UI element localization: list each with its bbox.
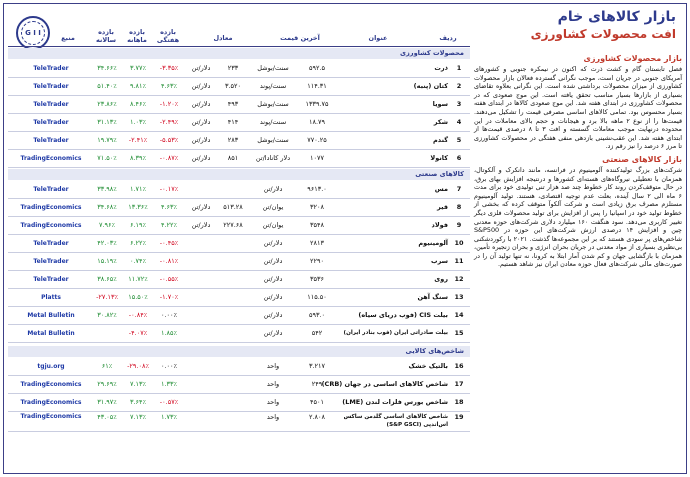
table-row <box>8 60 470 78</box>
cell-price: ۱۱۵.۵۰ <box>307 293 327 301</box>
cell-amount: ۲۲۷.۶۸ <box>223 221 243 229</box>
agri-heading: بازار محصولات کشاورزی <box>583 54 682 63</box>
cell-idx: 16 <box>454 362 464 370</box>
table-row <box>8 412 470 432</box>
cell-idx: 17 <box>454 380 464 388</box>
cell-price: ۱۰۷۷ <box>310 154 324 162</box>
cell-amount <box>218 289 248 306</box>
cell-monthly: ۷.۱۳٪ <box>129 413 147 421</box>
cell-amount <box>218 181 248 198</box>
cell-price: ۵۹۳.۰ <box>308 311 326 319</box>
cell-monthly: ۱.۰۳٪ <box>129 118 147 126</box>
cell-yearly: ۳۰.۸۲٪ <box>97 311 117 319</box>
cell-source[interactable]: TeleTrader <box>33 65 69 72</box>
cell-amount <box>218 235 248 252</box>
cell-yearly: ۷۱.۵۰٪ <box>97 154 117 162</box>
cell-cur <box>186 394 216 411</box>
cell-unit: دلار/تن <box>263 293 283 301</box>
cell-cur <box>186 307 216 324</box>
table-row <box>8 307 470 325</box>
cell-idx: 7 <box>456 185 462 193</box>
cell-yearly: ۳۳.۹۸٪ <box>97 185 117 193</box>
cell-idx: 6 <box>456 154 462 162</box>
cell-weekly: -۰.۸۱٪ <box>159 257 179 265</box>
cell-idx: 15 <box>454 329 464 337</box>
table-row <box>8 325 470 343</box>
cell-price: ۲.۸۰۸ <box>308 413 326 421</box>
cell-weekly: -۵.۵۳٪ <box>159 136 179 144</box>
cell-monthly: ۳.۷۷٪ <box>129 64 147 72</box>
cell-price: ۹۶۱۳.۰ <box>307 185 327 193</box>
cell-monthly: ۱۵.۵۰٪ <box>128 293 148 301</box>
cell-source[interactable]: TradingEconomics <box>20 413 82 420</box>
cell-weekly: -۲.۴۹٪ <box>159 118 179 126</box>
cell-cur <box>186 376 216 393</box>
cell-name: کتان (پنبه) <box>413 82 448 90</box>
table-row <box>8 358 470 376</box>
cell-monthly: -۰.۸۴٪ <box>128 311 148 319</box>
cell-name: قیر <box>437 203 448 211</box>
cell-source[interactable]: TradingEconomics <box>20 381 82 388</box>
cell-unit: سنت/پوند <box>259 82 287 90</box>
col-unit: معادل <box>213 34 233 42</box>
cell-monthly: ۸.۴۶٪ <box>129 100 147 108</box>
cell-amount: ۴۹۳ <box>227 100 239 108</box>
table-row <box>8 253 470 271</box>
cell-idx: 19 <box>454 413 464 421</box>
cell-unit: دلار/تن <box>263 257 283 265</box>
cell-yearly <box>92 325 122 342</box>
cell-amount <box>218 271 248 288</box>
cell-weekly: -۰.۵۷٪ <box>159 398 179 406</box>
cell-name: سرب <box>431 257 448 265</box>
cell-weekly: -۱.۷۰٪ <box>159 293 179 301</box>
cell-yearly: ۳۱.۱۳٪ <box>97 118 117 126</box>
cell-name: سنگ آهن <box>417 293 448 301</box>
cell-unit: واحد <box>266 362 280 370</box>
cell-cur: دلار/تن <box>191 136 211 144</box>
cell-source[interactable]: TeleTrader <box>33 119 69 126</box>
cell-yearly: ۶۱٪ <box>101 362 113 370</box>
cell-name: فولاد <box>431 221 448 229</box>
cell-price: ۳۵۴۸ <box>310 221 324 229</box>
cell-source[interactable]: TeleTrader <box>33 137 69 144</box>
cell-amount: ۳.۵۲۰ <box>224 82 242 90</box>
commodity-table <box>8 8 470 468</box>
cell-cur: دلار/تن <box>191 221 211 229</box>
industrial-paragraph: شرکت‌های بزرگ تولیدکننده آلومینیوم در فرانسه، مانند دانکرک و آلکوتال، همزمان با تعطیلی نیروگاه‌های هسته‌ای کشورها و درنتیجه افزایش بهای برق، در حال متوقف‌کردن روند کار خطوط چند صد هزار تنی تولیدی خود برای مدت ۶ ماه الی ۲ سال آینده، بعلت عدم توجیه اقتصادی، هستند. تولید آلومینیوم مستلزم مصرف برق زیادی است و شرکت آلکوآ متوقف کرده که بخشی از خطوط تولید خود در اسپانیا را پس از افزایش برای تولید محصولات فلزی دیگر تغییر کاربری می‌دهد. سود هنگفت ۱۶۰ میلیارد دلاری شرکت‌های حوزه معدنی چین و افزایش ۱۴ درصدی ارزش شرکت‌های این حوزه در S&P500 شاخص‌های پر سودی هستند که بر این مجموعه‌ها گذشت. ۲۰۲۱ با رکوردشکنی بی‌نظیری بسیاری از مواد معدنی در جریان بحران انرژی و بحران زنجیره تأمین، همزمان با بازگشایی جهان و کم شدن آمار ابتلا به کرونا، نه تنها تولید آن را در صورت‌های مالی شرکت‌های فعال حوزه معادن ایران نیز شاهد هستیم. <box>474 165 682 269</box>
cell-amount <box>218 376 248 393</box>
col-monthly: بازده ماهانه <box>127 28 147 44</box>
cell-amount <box>218 325 248 342</box>
cell-weekly: ۱.۳۳٪ <box>160 380 178 388</box>
cell-monthly: ۶.۱۹٪ <box>129 221 147 229</box>
cell-name: شاخص بورس فلزات لندن (LME) <box>342 398 448 406</box>
cell-weekly: -۰.۸۷٪ <box>159 154 179 162</box>
section-agri: محصولات کشاورزی <box>8 48 470 59</box>
cell-idx: 12 <box>454 275 464 283</box>
cell-amount <box>218 413 248 430</box>
cell-amount <box>218 253 248 270</box>
cell-unit: سنت/بوشل <box>257 100 289 108</box>
cell-unit: دلار/تن <box>263 275 283 283</box>
cell-name: کانولا <box>430 154 448 162</box>
cell-idx: 14 <box>454 311 464 319</box>
cell-price: ۳۲۰۸ <box>310 203 324 211</box>
cell-weekly: ۰.۰۰٪ <box>160 362 178 370</box>
col-yearly: بازده سالانه <box>95 28 117 44</box>
cell-idx: 5 <box>456 136 462 144</box>
cell-unit: واحد <box>266 398 280 406</box>
cell-idx: 3 <box>456 100 462 108</box>
cell-source[interactable]: TradingEconomics <box>20 204 82 211</box>
table-row <box>8 376 470 394</box>
table-row <box>8 78 470 96</box>
cell-unit: دلار کانادا/تن <box>255 154 291 162</box>
cell-name: گندم <box>433 136 448 144</box>
cell-cur <box>186 289 216 306</box>
cell-price: ۱۱۴.۳۱ <box>307 82 327 90</box>
cell-yearly: -۲۷.۱۳٪ <box>96 293 118 301</box>
cell-cur: دلار/تن <box>191 118 211 126</box>
cell-cur <box>186 181 216 198</box>
cell-source[interactable]: TradingEconomics <box>20 399 82 406</box>
cell-amount: ۵۱۳.۲۸ <box>223 203 243 211</box>
cell-price: ۳۵۳۶ <box>310 275 324 283</box>
cell-amount <box>218 307 248 324</box>
cell-yearly: ۵۱.۴۰٪ <box>97 82 117 90</box>
cell-cur: دلار/تن <box>191 100 211 108</box>
table-row <box>8 132 470 150</box>
cell-source[interactable]: TeleTrader <box>33 276 69 283</box>
cell-weekly: -۰.۴۵٪ <box>159 239 179 247</box>
cell-yearly: ۷.۹۶٪ <box>98 221 116 229</box>
table-row <box>8 96 470 114</box>
cell-source[interactable]: Metal Bulletin <box>27 330 75 337</box>
cell-unit: یوان/تن <box>262 203 284 211</box>
cell-weekly: -۰.۱۷٪ <box>159 185 179 193</box>
cell-idx: 1 <box>456 64 462 72</box>
cell-source[interactable]: TeleTrader <box>33 258 69 265</box>
cell-cur <box>186 253 216 270</box>
cell-source[interactable]: tgju.org <box>37 363 65 370</box>
cell-amount <box>218 358 248 375</box>
cell-cur <box>186 325 216 342</box>
cell-weekly: ۴.۶۳٪ <box>160 203 178 211</box>
cell-price: ۳.۲۱۷ <box>308 362 326 370</box>
cell-cur: دلار/تن <box>191 64 211 72</box>
cell-monthly: ۶.۲۲٪ <box>129 239 147 247</box>
cell-price: ۲۲۹۰ <box>310 257 324 265</box>
agri-paragraph: فصل تابستان گام و کشت ذرت که اکنون در نیمکره جنوبی و کشورهای آمریکای جنوبی در جریان است، موجب نگرانی گسترده فعالان بازار محصولات کشاورزی از میزان محصولات برداشتی شده است. این نگرانی بعلاوه تقاضای بسیاری از بازارها بسیار مناسب تحقق یافته است. این موج صعودی که در محصولات کشاورزی در ابتدای هفته شد. این موج صعودی کالاها در ابتدای هفته بسیار محسوس بود. تمامی کالاهای اساسی مصرفی قیمت را تشکیل می‌دهند. قیمت‌ها را از نوع ۲ ماهه بالا برد و هیجانات و حجم بالای معاملات در این محدوده درنهایت موجب معاملات گسسته و افت ۳ تا ۸ درصدی قیمت‌ها از ابتدای هفته شد. این عقب‌نشینی بازدهی منفی هفتگی در محصولات کشاورزی تا مرز ۶ درصد را نیز رقم زد. <box>474 65 683 151</box>
cell-weekly: ۴.۶۳٪ <box>160 82 178 90</box>
cell-idx: 8 <box>456 203 462 211</box>
table-row <box>8 217 470 235</box>
cell-unit: واحد <box>266 413 280 421</box>
cell-monthly: ۹.۸۱٪ <box>129 82 147 90</box>
cell-weekly: -۱.۲۰٪ <box>159 100 179 108</box>
cell-name: بیلت CIS (فوب دریای سیاه) <box>358 311 448 319</box>
cell-unit: سنت/بوشل <box>257 136 289 144</box>
cell-name: شاخص کالاهای اساسی گلدمن ساکس اس‌اندپی (S&P GSCI) <box>343 414 448 428</box>
cell-monthly: ۳.۶۴٪ <box>129 398 147 406</box>
commentary-panel <box>474 54 682 273</box>
cell-monthly: ۸.۳۹٪ <box>129 154 147 162</box>
cell-yearly: ۴۳.۰۵٪ <box>97 413 117 421</box>
table-row <box>8 181 470 199</box>
cell-amount: ۲۳۳ <box>227 64 239 72</box>
table-row <box>8 271 470 289</box>
cell-price: ۴۵۰۱ <box>310 398 324 406</box>
cell-price: ۱۳۳۹.۷۵ <box>305 100 329 108</box>
cell-name: سویا <box>432 100 448 108</box>
cell-cur: دلار/تن <box>191 82 211 90</box>
cell-unit: دلار/تن <box>263 185 283 193</box>
cell-name: بیلت صادراتی ایران (فوب بنادر ایران) <box>343 330 448 336</box>
cell-price: ۵۹۲.۵ <box>308 64 326 72</box>
cell-cur: دلار/تن <box>191 154 211 162</box>
cell-amount: ۴۱۴ <box>227 118 239 126</box>
cell-monthly: -۲.۴۱٪ <box>128 136 148 144</box>
cell-price: ۱۸.۷۹ <box>308 118 326 126</box>
cell-monthly: -۴.۰۷٪ <box>128 329 148 337</box>
cell-name: مس <box>434 185 448 193</box>
cell-name: ذرت <box>434 64 448 72</box>
cell-unit: سنت/پوند <box>259 118 287 126</box>
col-source: منبع <box>61 34 75 42</box>
cell-source[interactable]: TeleTrader <box>33 186 69 193</box>
cell-source[interactable]: TeleTrader <box>33 101 69 108</box>
cell-amount <box>218 394 248 411</box>
cell-idx: 4 <box>456 118 462 126</box>
col-name: عنوان <box>368 34 388 42</box>
cell-yearly: ۲۳.۸۶٪ <box>97 100 117 108</box>
cell-unit: دلار/تن <box>263 311 283 319</box>
cell-idx: 2 <box>456 82 462 90</box>
cell-monthly: ۱.۷۱٪ <box>129 185 147 193</box>
col-idx: ردیف <box>439 34 457 42</box>
cell-yearly: ۴۲.۰۳٪ <box>97 239 117 247</box>
cell-cur: دلار/تن <box>191 203 211 211</box>
cell-name: آلومینیوم <box>418 239 448 247</box>
section-indices: شاخص‌های کالایی <box>8 346 470 357</box>
cell-monthly: ۰.۷۴٪ <box>129 257 147 265</box>
cell-weekly: ۰.۰۰٪ <box>160 311 178 319</box>
cell-name: روی <box>434 275 448 283</box>
cell-source[interactable]: Metal Bulletin <box>27 312 75 319</box>
cell-yearly: ۲۹.۶۹٪ <box>97 380 117 388</box>
cell-weekly: ۱.۸۵٪ <box>160 329 178 337</box>
cell-monthly: ۷.۱۳٪ <box>129 380 147 388</box>
table-row <box>8 394 470 412</box>
table-header <box>8 8 470 46</box>
cell-monthly: ۱۱.۷۲٪ <box>128 275 148 283</box>
cell-source[interactable]: TeleTrader <box>33 83 69 90</box>
cell-yearly: ۱۹.۷۹٪ <box>97 136 117 144</box>
logo: G I I <box>16 16 50 50</box>
cell-idx: 11 <box>454 257 464 265</box>
cell-cur <box>186 271 216 288</box>
cell-name: بالتیک خشک <box>408 362 448 370</box>
cell-unit: دلار/تن <box>263 239 283 247</box>
cell-cur <box>186 413 216 430</box>
cell-source[interactable]: TeleTrader <box>33 240 69 247</box>
page-subtitle: افت محصولات کشاورزی <box>530 27 676 41</box>
cell-price: ۵۴۲ <box>311 329 323 337</box>
cell-cur <box>186 358 216 375</box>
cell-unit: یوان/تن <box>262 221 284 229</box>
cell-monthly: -۲۹.۰۸٪ <box>127 362 149 370</box>
cell-weekly: ۱.۷۳٪ <box>160 413 178 421</box>
section-industrial: کالاهای صنعتی <box>8 169 470 180</box>
page-title: بازار کالاهای خام <box>557 9 676 25</box>
cell-idx: 13 <box>454 293 464 301</box>
cell-weekly: -۰.۵۵٪ <box>159 275 179 283</box>
table-row <box>8 150 470 168</box>
cell-yearly: ۱۵.۱۹٪ <box>97 257 117 265</box>
table-row <box>8 114 470 132</box>
cell-weekly: ۴.۲۲٪ <box>160 221 178 229</box>
table-row <box>8 235 470 253</box>
cell-unit: دلار/تن <box>263 329 283 337</box>
cell-price: ۲۸۱۳ <box>310 239 324 247</box>
cell-price: ۲۴۹ <box>311 380 323 388</box>
cell-yearly: ۳۴.۶۸٪ <box>97 203 117 211</box>
cell-price: ۷۷۰.۲۵ <box>307 136 327 144</box>
cell-yearly: ۳۱.۹۷٪ <box>97 398 117 406</box>
table-row <box>8 289 470 307</box>
industrial-heading: بازار کالاهای صنعتی <box>602 154 682 164</box>
cell-cur <box>186 235 216 252</box>
cell-weekly: -۳.۳۵٪ <box>159 64 179 72</box>
cell-amount: ۸۵۱ <box>227 154 239 162</box>
cell-source[interactable]: TradingEconomics <box>20 155 82 162</box>
cell-unit: واحد <box>266 380 280 388</box>
cell-unit: سنت/بوشل <box>257 64 289 72</box>
cell-yearly: ۳۸.۶۵٪ <box>97 275 117 283</box>
cell-idx: 18 <box>454 398 464 406</box>
cell-source[interactable]: TradingEconomics <box>20 222 82 229</box>
cell-source[interactable]: Platts <box>41 294 61 301</box>
cell-yearly: ۳۴.۶۶٪ <box>97 64 117 72</box>
cell-name: شکر <box>433 118 448 126</box>
cell-monthly: ۱۳.۳۶٪ <box>128 203 148 211</box>
cell-amount: ۲۸۳ <box>227 136 239 144</box>
col-price: آخرین قیمت <box>280 34 320 42</box>
header-divider <box>8 46 470 47</box>
table-row <box>8 199 470 217</box>
cell-idx: 9 <box>456 221 462 229</box>
cell-name: شاخص کالاهای اساسی در جهان (CRB) <box>321 380 448 388</box>
col-weekly: بازده هفتگی <box>156 28 180 44</box>
cell-idx: 10 <box>454 239 464 247</box>
